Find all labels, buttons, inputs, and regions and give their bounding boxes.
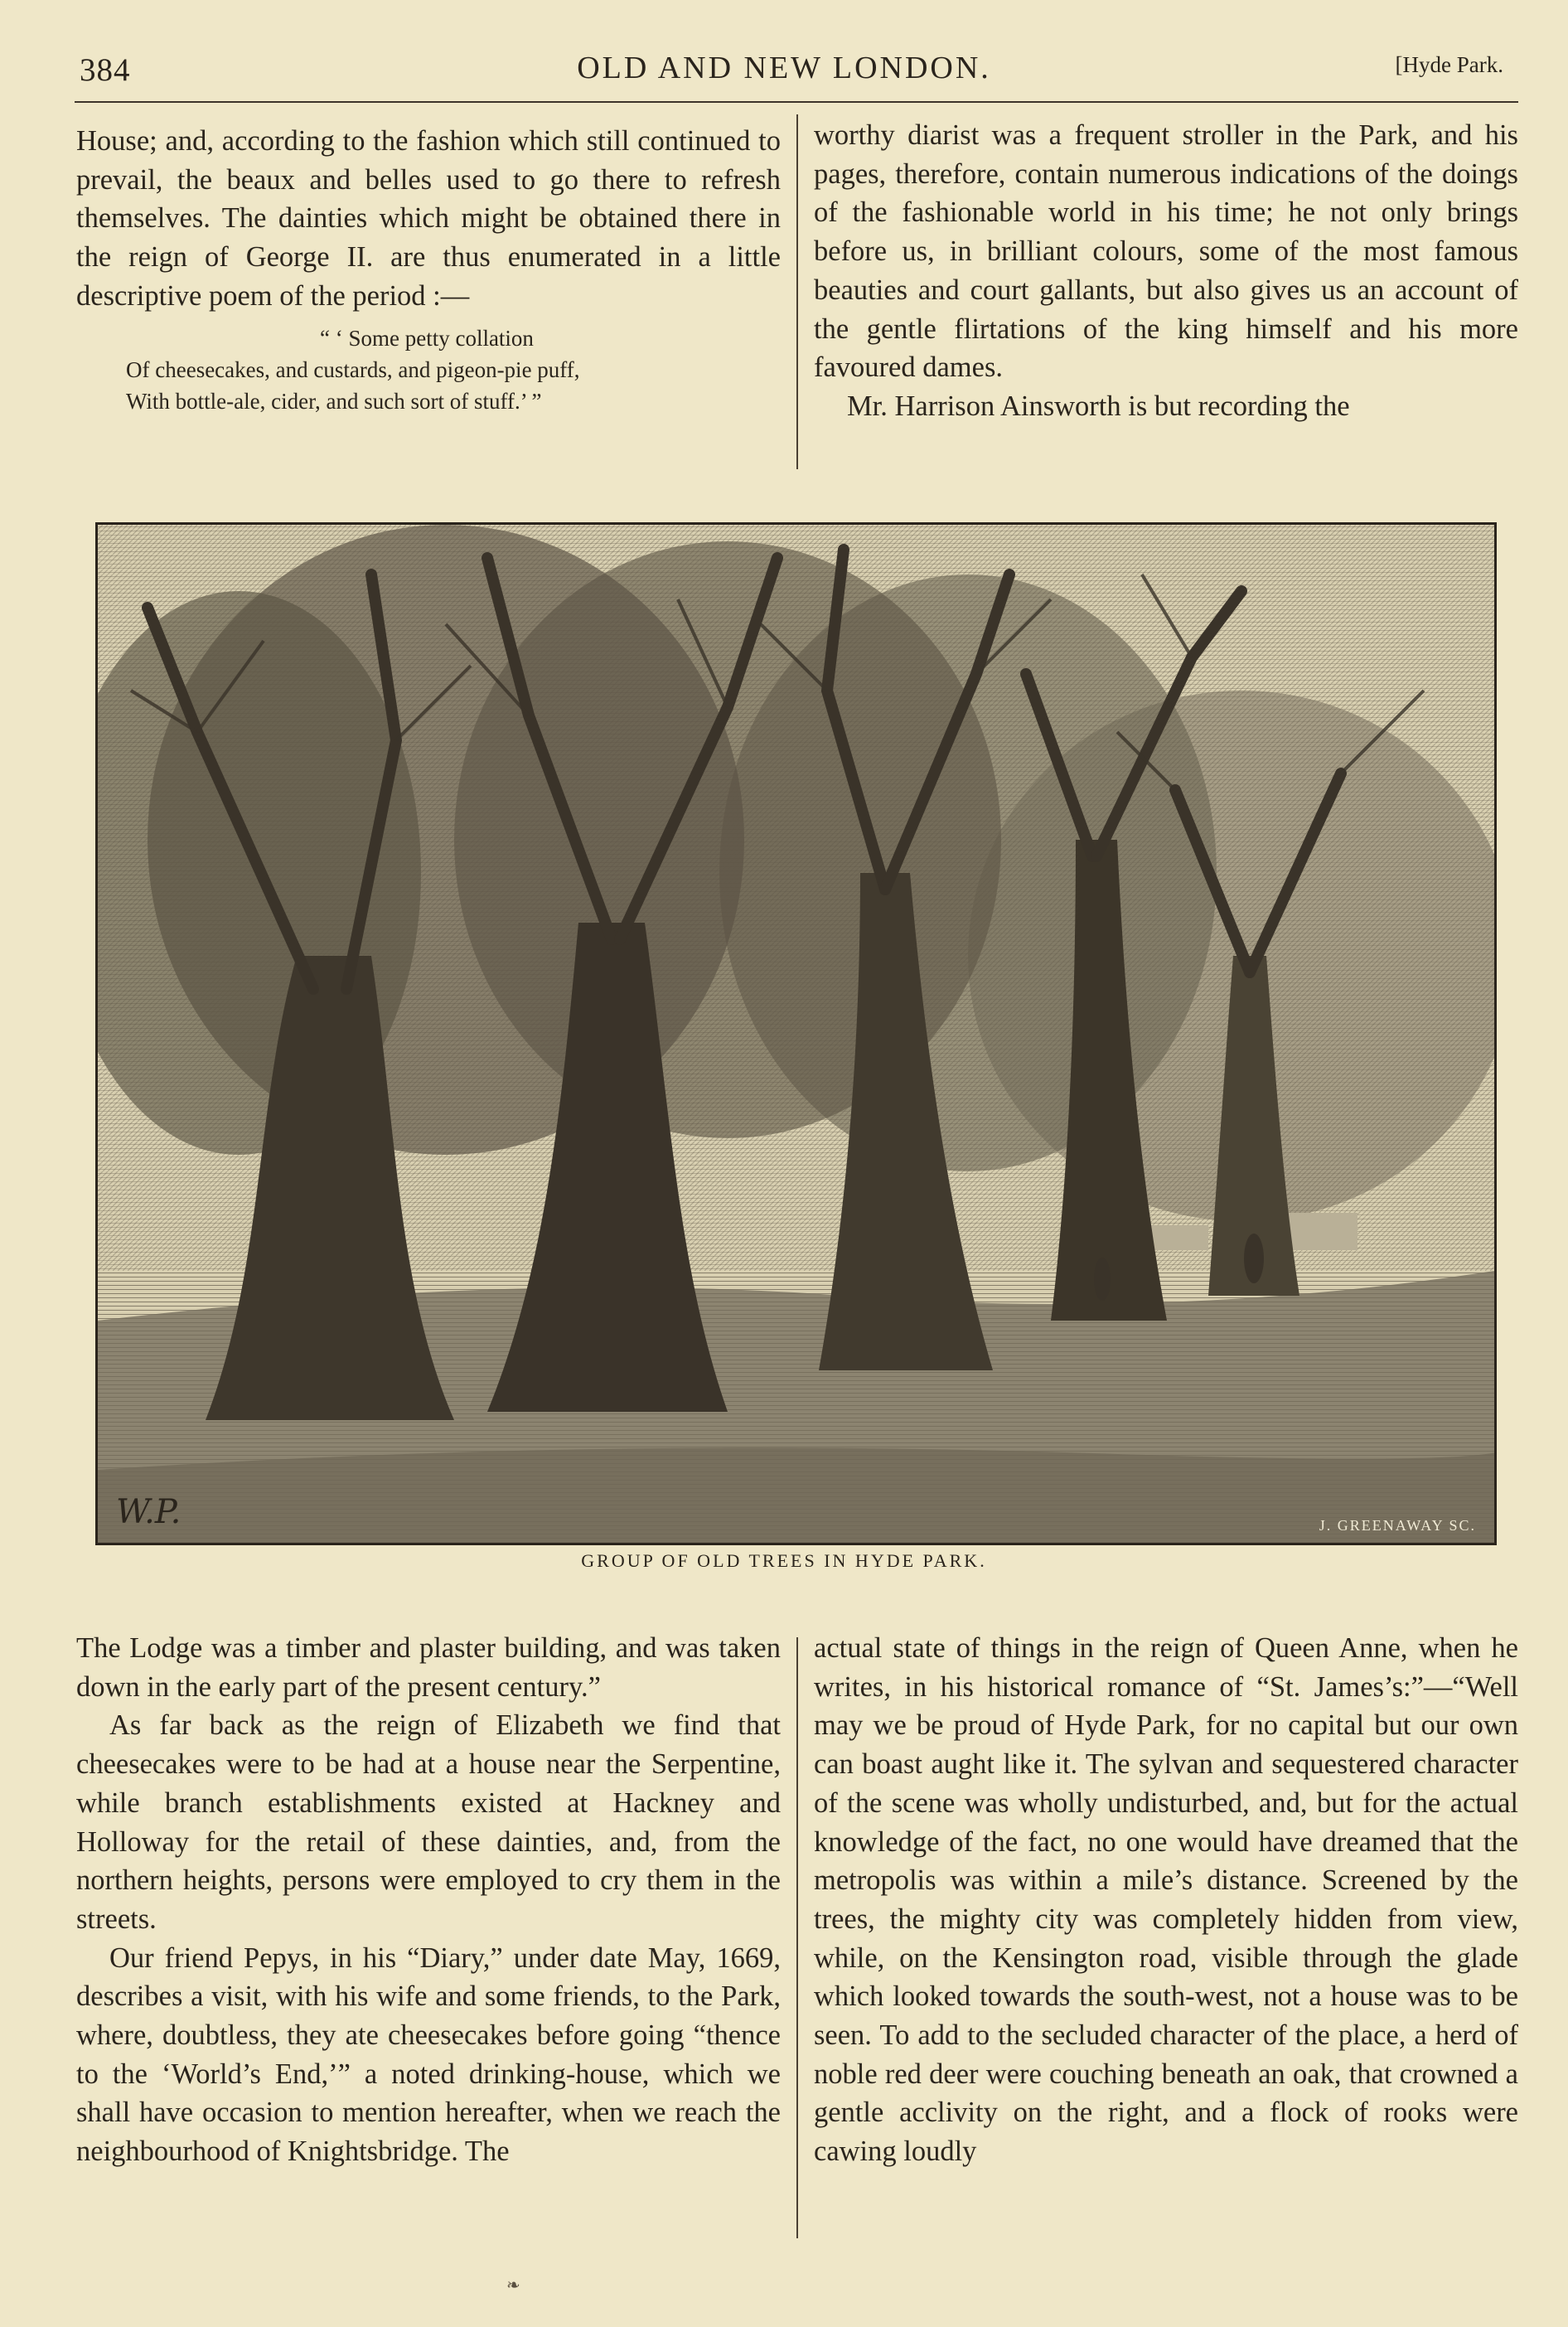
top-right-column — [814, 116, 1518, 426]
quote-line: With bottle-ale, cider, and such sort of stuff.’ ” — [126, 388, 542, 414]
page-number: 384 — [80, 52, 131, 88]
bottom-right-column — [814, 1629, 1518, 2171]
quote-line: Of cheesecakes, and custards, and pigeon-pie puff, — [126, 356, 580, 382]
engraver-signature: J. GREENAWAY SC. — [1319, 1517, 1476, 1534]
column-divider — [796, 1637, 798, 2238]
paragraph: worthy diarist was a frequent stroller in the Park, and his pages, therefore, contain numerous indications of the doings of the fashionable world in his time; he not only brings before us, in brilliant colours, some of the most famous beauties and court gallants, but also gives us an account of the gentle flirtations of the king himself and his more favoured dames. — [814, 119, 1518, 384]
paragraph: House; and, according to the fashion which still continued to prevail, the beaux and belles used to go there to refresh themselves. The dainties which might be obtained there in the reign of George II. are thus enumerated in a little descriptive poem of the period :— — [76, 125, 781, 312]
column-divider — [796, 114, 798, 469]
paragraph: Our friend Pepys, in his “Diary,” under date May, 1669, describes a visit, with his wife and some friends, to the Park, where, doubtless, they ate cheesecakes before going “thence to the ‘World’s End,’” a noted drinking-house, which we shall have occasion to mention hereafter, when we reach the neighbourhood of Knightsbridge. The — [76, 1942, 781, 2168]
artist-signature: W.P. — [116, 1493, 181, 1531]
engraving-figure — [95, 522, 1497, 1545]
printer-ornament: ❧ — [506, 2276, 520, 2295]
figure-caption: GROUP OF OLD TREES IN HYDE PARK. — [581, 1550, 987, 1571]
paragraph: Mr. Harrison Ainsworth is but recording the — [847, 390, 1350, 422]
quote-line: “ ‘ Some petty collation — [320, 325, 534, 351]
bottom-left-column — [76, 1629, 781, 2171]
paragraph: The Lodge was a timber and plaster building, and was taken down in the early part of the present century.” — [76, 1632, 781, 1703]
section-title: [Hyde Park. — [1395, 52, 1503, 77]
paragraph: actual state of things in the reign of Queen Anne, when he writes, in his historical romance of “St. James’s:”—“Well may we be proud of Hyde Park, for no capital but our own can boast aught like it. The sylvan and sequestered character of the scene was wholly undisturbed, and, but for the actual knowledge of the fact, no one would have dreamed that the metropolis was within a mile’s distance. Screened by the trees, the mighty city was completely hidden from view, while, on the Kensington road, visible through the glade which looked towards the south-west, not a house was to be seen. To add to the secluded character of the place, a herd of noble red deer were couching beneath an oak, that crowned a gentle acclivity on the right, and a flock of rooks were cawing loudly — [814, 1632, 1518, 2168]
paragraph: As far back as the reign of Elizabeth we find that cheesecakes were to be had at a house near the Serpentine, while branch establishments existed at Hackney and Holloway for the retail of these dainties, and, from the northern heights, persons were employed to cry them in the streets. — [76, 1709, 781, 1935]
top-left-column — [76, 122, 781, 417]
running-title: OLD AND NEW LONDON. — [577, 51, 991, 85]
verse-quote — [76, 322, 781, 417]
running-head — [0, 0, 1568, 104]
trees-engraving — [98, 525, 1494, 1543]
header-rule — [75, 101, 1518, 103]
